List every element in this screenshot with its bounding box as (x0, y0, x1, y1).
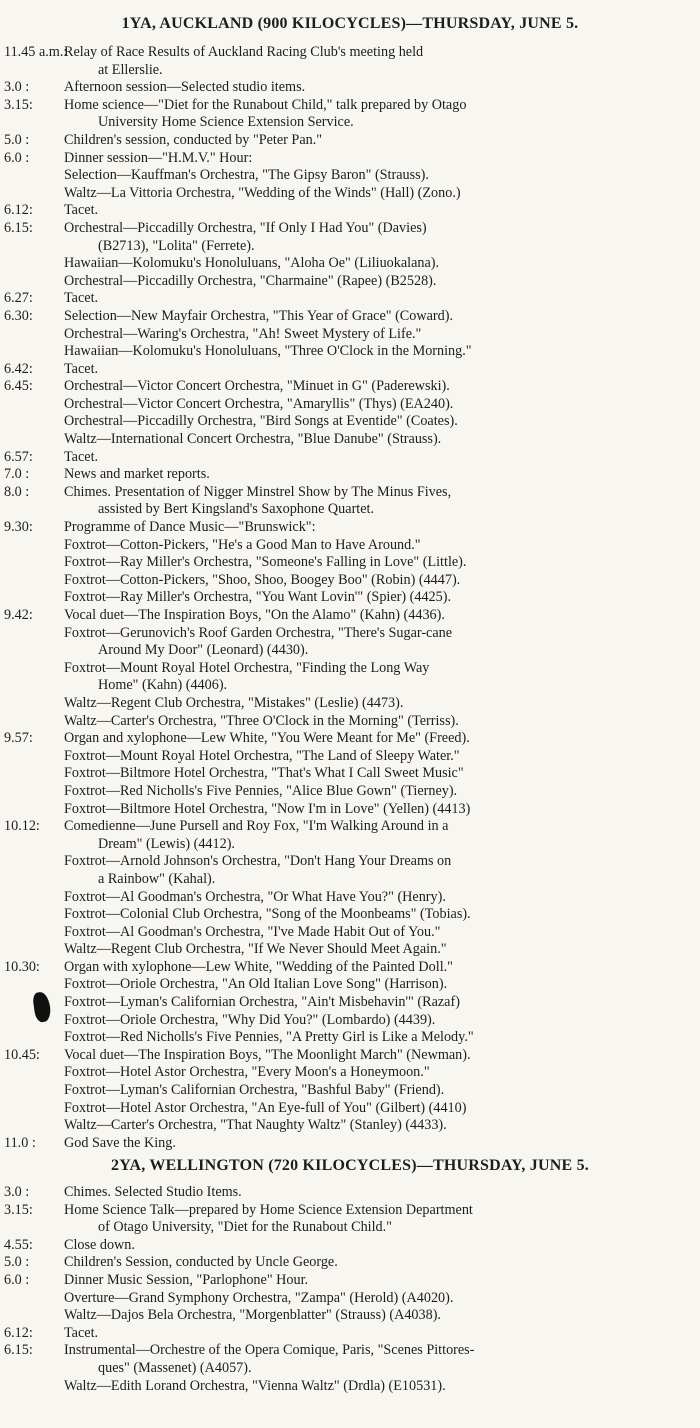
programme-entry (0, 185, 700, 203)
entry-text: Children's Session, conducted by Uncle George. (64, 1254, 338, 1271)
entry-time: 6.0 : (4, 1271, 30, 1288)
entry-text: Instrumental—Orchestre of the Opera Comique, Paris, "Scenes Pittores- (64, 1342, 475, 1359)
programme-entry (0, 1100, 700, 1118)
entry-text: Waltz—Regent Club Orchestra, "Mistakes" (Leslie) (4473). (64, 694, 404, 711)
entry-time: 11.0 : (4, 1134, 36, 1151)
entry-time: 7.0 : (4, 466, 30, 483)
programme-entry (0, 449, 700, 467)
entry-text: Foxtrot—Cotton-Pickers, "He's a Good Man to Have Around." (64, 536, 421, 553)
entry-text-continued: Dream" (Lewis) (4412). (98, 835, 235, 852)
entry-text: Foxtrot—Lyman's Californian Orchestra, "Bashful Baby" (Friend). (64, 1082, 445, 1099)
programme-entry (0, 167, 700, 185)
programme-entry (0, 466, 700, 484)
entry-text: Waltz—Dajos Bela Orchestra, "Morgenblatter" (Strauss) (A4038). (64, 1307, 441, 1324)
entry-text: Chimes. Selected Studio Items. (64, 1184, 242, 1200)
programme-entry (0, 484, 700, 519)
programme-entry (0, 273, 700, 291)
entry-time: 6.27: (4, 290, 33, 307)
entry-time: 10.12: (4, 818, 40, 835)
entry-text: Orchestral—Piccadilly Orchestra, "If Only I Had You" (Davies) (64, 219, 427, 236)
entry-time: 3.15: (4, 1201, 33, 1218)
entry-text: Foxtrot—Red Nicholls's Five Pennies, "Alice Blue Gown" (Tierney). (64, 782, 458, 799)
entry-text: Home Science Talk—prepared by Home Science Extension Department (64, 1201, 473, 1218)
entry-time: 5.0 : (4, 1254, 30, 1271)
programme-entry (0, 150, 700, 168)
entry-text: Hawaiian—Kolomuku's Honoluluans, "Aloha Oe" (Liliuokalana). (64, 255, 440, 272)
entry-text: Comedienne—June Pursell and Roy Fox, "I'm Walking Around in a (64, 818, 449, 835)
entry-text: Foxtrot—Gerunovich's Roof Garden Orchestra, "There's Sugar-cane (64, 624, 453, 641)
entry-text: Waltz—Edith Lorand Orchestra, "Vienna Waltz" (Drdla) (E10531). (64, 1377, 446, 1394)
entry-text: Organ with xylophone—Lew White, "Wedding of the Painted Doll." (64, 958, 453, 975)
programme-entry (0, 783, 700, 801)
entry-text: Waltz—Regent Club Orchestra, "If We Never Should Meet Again." (64, 941, 447, 958)
entry-text: Waltz—Carter's Orchestra, "Three O'Clock in the Morning" (Terriss). (64, 712, 459, 729)
programme-entry (0, 1237, 700, 1255)
entry-text: Organ and xylophone—Lew White, "You Were Meant for Me" (Freed). (64, 730, 470, 747)
programme-entry (0, 959, 700, 977)
entry-text: Foxtrot—Hotel Astor Orchestra, "Every Moon's a Honeymoon." (64, 1064, 430, 1081)
programme-entry (0, 202, 700, 220)
programme-entry (0, 695, 700, 713)
programme-entry (0, 413, 700, 431)
programme-entry (0, 976, 700, 994)
entry-time: 10.30: (4, 958, 40, 975)
entry-text: Tacet. (64, 360, 99, 377)
entry-text-continued: assisted by Bert Kingsland's Saxophone Quartet. (98, 501, 375, 518)
programme-entry (0, 396, 700, 414)
entry-text: Foxtrot—Mount Royal Hotel Orchestra, "Finding the Long Way (64, 659, 430, 676)
entry-text: Chimes. Presentation of Nigger Minstrel Show by The Minus Fives, (64, 483, 452, 500)
entry-text: Orchestral—Waring's Orchestra, "Ah! Sweet Mystery of Life." (64, 325, 422, 342)
entry-text: Children's session, conducted by "Peter Pan." (64, 131, 323, 148)
programme-entry (0, 1202, 700, 1237)
programme-entry (0, 660, 700, 695)
section-heading-wellington: 2YA, WELLINGTON (720 KILOCYCLES)—THURSDAY, JUNE 5. (111, 1157, 589, 1174)
entry-text: Overture—Grand Symphony Orchestra, "Zampa" (Herold) (A4020). (64, 1289, 454, 1306)
programme-entry (0, 361, 700, 379)
entry-text: Waltz—Carter's Orchestra, "That Naughty Waltz" (Stanley) (4433). (64, 1117, 447, 1134)
programme-entry (0, 1184, 700, 1202)
programme-entry (0, 572, 700, 590)
programme-list-auckland (0, 44, 700, 1152)
entry-text: Orchestral—Piccadilly Orchestra, "Bird Songs at Eventide" (Coates). (64, 413, 458, 430)
entry-time: 5.0 : (4, 131, 30, 148)
entry-text: Foxtrot—Oriole Orchestra, "An Old Italian Love Song" (Harrison). (64, 976, 448, 993)
entry-text-continued: at Ellerslie. (98, 61, 163, 78)
programme-entry (0, 554, 700, 572)
entry-time: 10.45: (4, 1046, 40, 1063)
entry-time: 4.55: (4, 1236, 33, 1253)
entry-text: Orchestral—Victor Concert Orchestra, "Amaryllis" (Thys) (EA240). (64, 395, 454, 412)
entry-text-continued: ques" (Massenet) (A4057). (98, 1359, 252, 1376)
programme-entry (0, 1325, 700, 1343)
entry-text: Foxtrot—Oriole Orchestra, "Why Did You?" (Lombardo) (4439). (64, 1011, 436, 1028)
programme-entry (0, 343, 700, 361)
entry-text: Home science—"Diet for the Runabout Child," talk prepared by Otago (64, 96, 467, 113)
programme-entry (0, 308, 700, 326)
programme-entry (0, 1117, 700, 1135)
programme-entry (0, 730, 700, 748)
programme-entry (0, 1307, 700, 1325)
entry-text: Vocal duet—The Inspiration Boys, "The Moonlight March" (Newman). (64, 1046, 471, 1063)
programme-entry (0, 1254, 700, 1272)
entry-text: Hawaiian—Kolomuku's Honoluluans, "Three O'Clock in the Morning." (64, 343, 472, 360)
programme-entry (0, 220, 700, 255)
entry-text: Dinner session—"H.M.V." Hour: (64, 149, 253, 166)
entry-time: 6.57: (4, 448, 33, 465)
entry-time: 6.15: (4, 1342, 33, 1359)
entry-text: News and market reports. (64, 466, 210, 483)
programme-entry (0, 1290, 700, 1308)
entry-time: 6.30: (4, 307, 33, 324)
entry-text: Tacet. (64, 290, 99, 307)
programme-entry (0, 1272, 700, 1290)
programme-entry (0, 941, 700, 959)
entry-text: Foxtrot—Al Goodman's Orchestra, "Or What Have You?" (Henry). (64, 888, 446, 905)
programme-entry (0, 1082, 700, 1100)
entry-text-continued: Home" (Kahn) (4406). (98, 677, 228, 694)
entry-text: Tacet. (64, 202, 99, 219)
programme-entry (0, 431, 700, 449)
entry-text: Programme of Dance Music—"Brunswick": (64, 519, 316, 536)
programme-entry (0, 326, 700, 344)
entry-time: 11.45 a.m.: (4, 44, 68, 60)
programme-entry (0, 801, 700, 819)
programme-entry (0, 290, 700, 308)
entry-text: Foxtrot—Biltmore Hotel Orchestra, "Now I'm in Love" (Yellen) (4413) (64, 800, 471, 817)
entry-time: 9.57: (4, 730, 33, 747)
entry-text: Selection—Kauffman's Orchestra, "The Gipsy Baron" (Strauss). (64, 167, 429, 184)
entry-text: Orchestral—Piccadilly Orchestra, "Charmaine" (Rapee) (B2528). (64, 272, 437, 289)
programme-entry (0, 1029, 700, 1047)
entry-text-continued: of Otago University, "Diet for the Runabout Child." (98, 1219, 392, 1236)
programme-entry (0, 1064, 700, 1082)
entry-text: Vocal duet—The Inspiration Boys, "On the Alamo" (Kahn) (4436). (64, 607, 445, 623)
programme-entry (0, 1378, 700, 1396)
programme-entry (0, 97, 700, 132)
entry-text: God Save the King. (64, 1134, 176, 1151)
programme-entry (0, 132, 700, 150)
entry-time: 6.45: (4, 378, 33, 395)
entry-text: Afternoon session—Selected studio items. (64, 79, 306, 96)
entry-time: 6.15: (4, 219, 33, 236)
programme-entry (0, 607, 700, 625)
entry-text: Foxtrot—Lyman's Californian Orchestra, "Ain't Misbehavin'" (Razaf) (64, 994, 460, 1011)
entry-time: 9.42: (4, 607, 33, 623)
entry-text: Foxtrot—Mount Royal Hotel Orchestra, "The Land of Sleepy Water." (64, 747, 460, 764)
entry-time: 6.42: (4, 360, 33, 377)
entry-time: 3.0 : (4, 1184, 30, 1200)
section-heading-auckland: 1YA, AUCKLAND (900 KILOCYCLES)—THURSDAY, JUNE 5. (121, 15, 579, 32)
entry-text: Relay of Race Results of Auckland Racing Club's meeting held (64, 44, 424, 60)
entry-text: Orchestral—Victor Concert Orchestra, "Minuet in G" (Paderewski). (64, 378, 450, 395)
entry-time: 8.0 : (4, 483, 30, 500)
entry-text-continued: Around My Door" (Leonard) (4430). (98, 642, 309, 659)
programme-entry (0, 625, 700, 660)
entry-text: Foxtrot—Al Goodman's Orchestra, "I've Made Habit Out of You." (64, 923, 441, 940)
programme-entry (0, 1047, 700, 1065)
entry-text: Tacet. (64, 448, 99, 465)
entry-time: 6.12: (4, 1324, 33, 1341)
programme-entry (0, 994, 700, 1012)
entry-time: 6.0 : (4, 149, 30, 166)
programme-entry (0, 765, 700, 783)
programme-entry (0, 713, 700, 731)
entry-time: 3.0 : (4, 79, 30, 96)
programme-entry (0, 748, 700, 766)
entry-text: Selection—New Mayfair Orchestra, "This Year of Grace" (Coward). (64, 307, 453, 324)
entry-text: Foxtrot—Biltmore Hotel Orchestra, "That's What I Call Sweet Music" (64, 765, 464, 782)
entry-text: Waltz—La Vittoria Orchestra, "Wedding of the Winds" (Hall) (Zono.) (64, 184, 461, 201)
programme-entry (0, 924, 700, 942)
programme-entry (0, 818, 700, 853)
programme-entry (0, 1342, 700, 1377)
programme-entry (0, 255, 700, 273)
programme-entry (0, 519, 700, 537)
entry-text: Foxtrot—Hotel Astor Orchestra, "An Eye-full of You" (Gilbert) (4410) (64, 1099, 467, 1116)
entry-text: Foxtrot—Colonial Club Orchestra, "Song of the Moonbeams" (Tobias). (64, 906, 471, 923)
entry-text: Foxtrot—Ray Miller's Orchestra, "Someone's Falling in Love" (Little). (64, 554, 467, 571)
programme-entry (0, 1135, 700, 1153)
entry-text-continued: (B2713), "Lolita" (Ferrete). (98, 237, 255, 254)
programme-entry (0, 589, 700, 607)
entry-text-continued: University Home Science Extension Service. (98, 114, 354, 131)
entry-time: 9.30: (4, 519, 33, 536)
programme-entry (0, 889, 700, 907)
entry-text: Tacet. (64, 1324, 99, 1341)
programme-entry (0, 853, 700, 888)
entry-text: Waltz—International Concert Orchestra, "Blue Danube" (Strauss). (64, 431, 442, 448)
entry-time: 3.15: (4, 96, 33, 113)
entry-text: Dinner Music Session, "Parlophone" Hour. (64, 1271, 309, 1288)
programme-entry (0, 537, 700, 555)
entry-text: Close down. (64, 1236, 135, 1253)
entry-text: Foxtrot—Arnold Johnson's Orchestra, "Don't Hang Your Dreams on (64, 853, 452, 870)
entry-text-continued: a Rainbow" (Kahal). (98, 870, 216, 887)
entry-text: Foxtrot—Ray Miller's Orchestra, "You Want Lovin'" (Spier) (4425). (64, 589, 452, 606)
programme-entry (0, 1012, 700, 1030)
entry-text: Foxtrot—Cotton-Pickers, "Shoo, Shoo, Boogey Boo" (Robin) (4447). (64, 571, 461, 588)
programme-entry (0, 44, 700, 79)
programme-list-wellington (0, 1184, 700, 1395)
programme-entry (0, 378, 700, 396)
programme-entry (0, 906, 700, 924)
programme-entry (0, 79, 700, 97)
entry-text: Foxtrot—Red Nicholls's Five Pennies, "A Pretty Girl is Like a Melody." (64, 1029, 474, 1046)
entry-time: 6.12: (4, 202, 33, 219)
